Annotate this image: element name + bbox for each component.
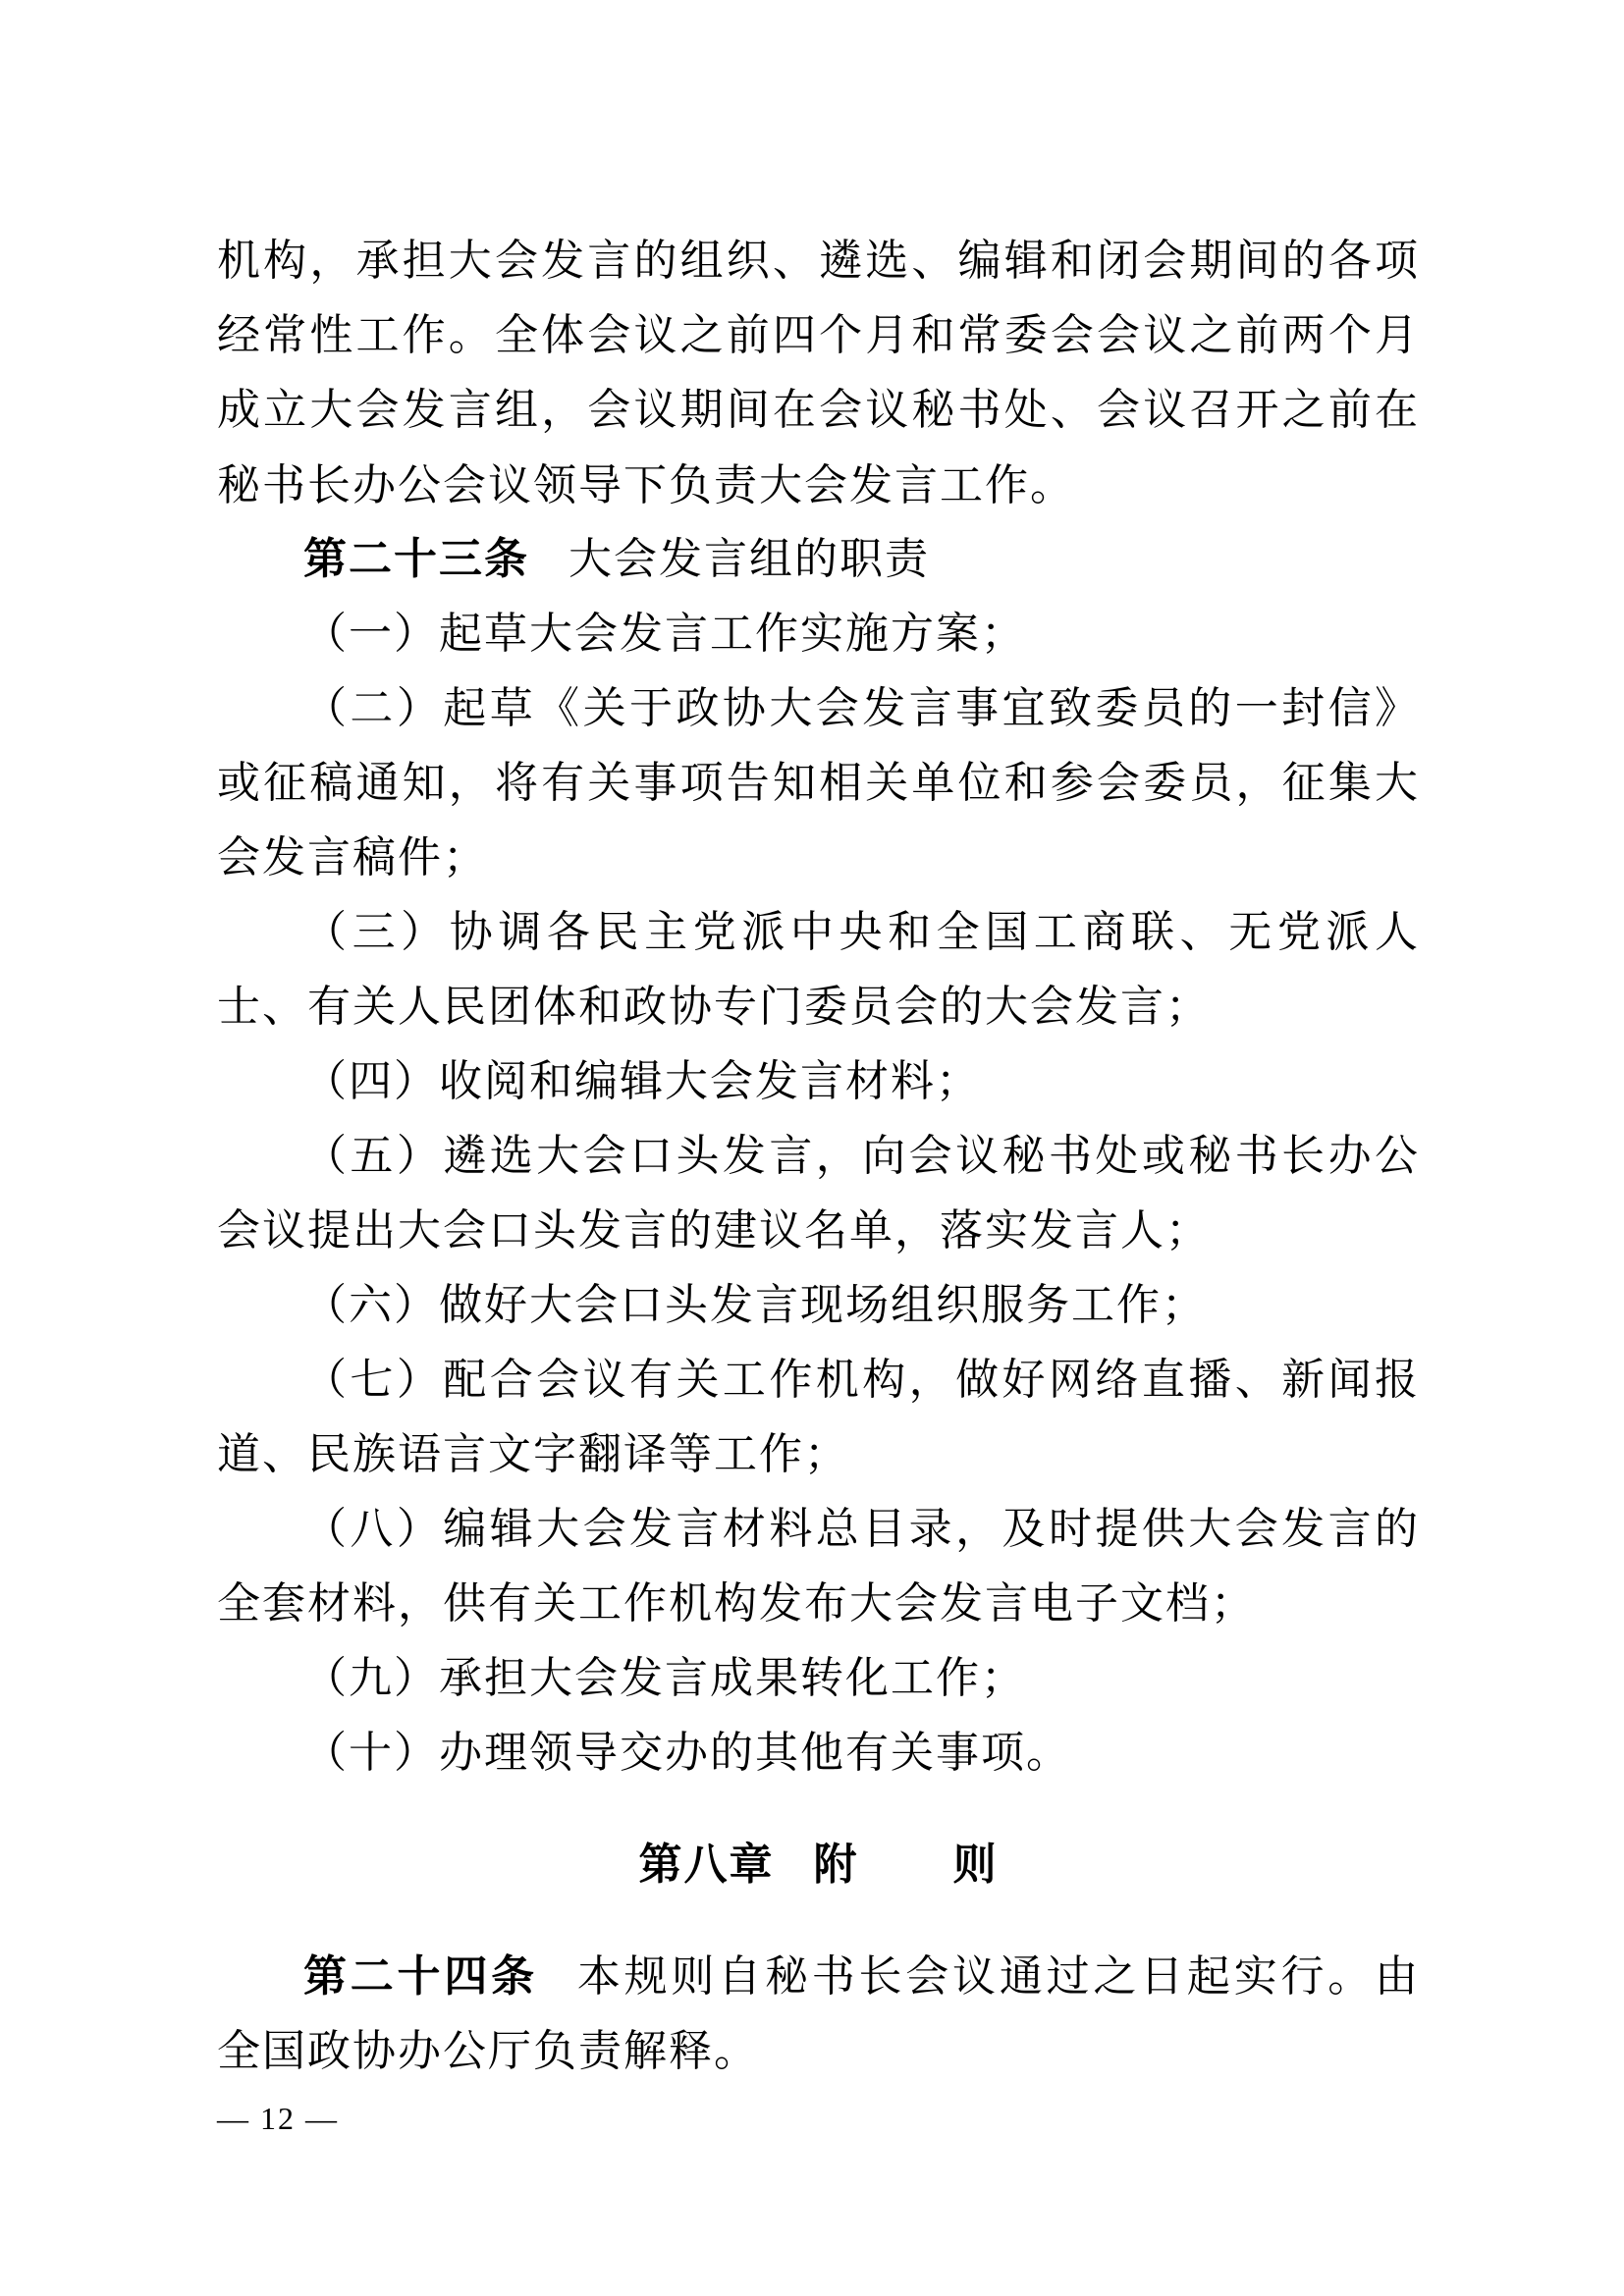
page-number: — 12 — [217, 2101, 339, 2136]
article-23-heading [217, 522, 1420, 597]
article-24-title: 第二十四条 [303, 1951, 538, 2002]
continuation-paragraph: 机构，承担大会发言的组织、遴选、编辑和闭会期间的各项经常性工作。全体会议之前四个月和常委会会议之前两个月成立大会发言组，会议期间在会议秘书处、会议召开之前在秘书长办公会议领导下负责大会发言工作。 [217, 236, 1420, 510]
chapter-8-name-2: 则 [952, 1840, 999, 1890]
chapter-8-number: 第八章 [638, 1840, 775, 1890]
article-23-item-2: （二）起草《关于政协大会发言事宜致委员的一封信》或征稿通知，将有关事项告知相关单位和参会委员，征集大会发言稿件； [217, 683, 1420, 883]
article-23-item-8: （八）编辑大会发言材料总目录，及时提供大会发言的全套材料，供有关工作机构发布大会发言电子文档； [217, 1504, 1420, 1629]
article-24-paragraph [217, 1940, 1420, 2089]
chapter-8-name-1: 附 [813, 1840, 859, 1890]
article-23-title: 第二十三条 [303, 534, 529, 584]
article-23-item-4: （四）收阅和编辑大会发言材料； [303, 1056, 981, 1106]
article-23-item-5: （五）遴选大会口头发言，向会议秘书处或秘书长办公会议提出大会口头发言的建议名单，落实发言人； [217, 1131, 1420, 1256]
article-23-item-1: （一）起草大会发言工作实施方案； [303, 609, 1026, 659]
article-23-item-7: （七）配合会议有关工作机构，做好网络直播、新闻报道、民族语言文字翻译等工作； [217, 1355, 1420, 1480]
chapter-8-heading [217, 1828, 1420, 1902]
article-23-subject: 大会发言组的职责 [568, 534, 930, 584]
article-23-item-6: （六）做好大会口头发言现场组织服务工作； [303, 1280, 1207, 1330]
article-23-item-3: （三）协调各民主党派中央和全国工商联、无党派人士、有关人民团体和政协专门委员会的大会发言； [217, 907, 1420, 1033]
article-24-text: 本规则自秘书长会议通过之日起实行。由全国政协办公厅负责解释。 [217, 1951, 1421, 2077]
article-23-item-9: （九）承担大会发言成果转化工作； [303, 1653, 1026, 1703]
article-23-item-10: （十）办理领导交办的其他有关事项。 [303, 1728, 1071, 1778]
